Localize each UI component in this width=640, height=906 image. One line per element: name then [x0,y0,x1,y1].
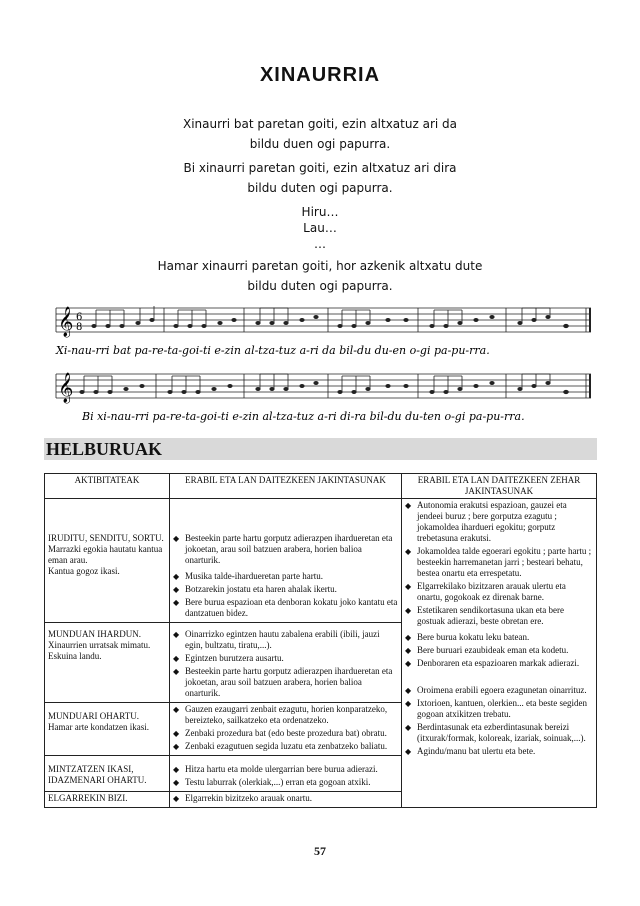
column-header: ERABIL ETA LAN DAITEZKEEN JAKINTASUNAK [170,474,402,499]
poem-verse-4 [0,256,640,296]
list-item: ◆ Autonomia erakutsi espazioan, gauzei eta jendeei buruz ; bere gorputza ezagutu ; jokamoldea ihardueri egokitu; gorputz trebetasuna erakutsi. [405,500,593,544]
poem-verse-3 [0,204,640,252]
list-item: ◆ Besteekin parte hartu gorputz adierazpen ihardueretan eta jokoetan, arau soil batzuen arabera, horien balioa onarturik. [173,533,398,566]
activity-line: Hamar arte kondatzen ikasi. [48,722,149,732]
poem-line: Hiru… [301,205,339,219]
column-header: AKTIBITATEAK [45,474,170,499]
poem-line: bildu duten ogi papurra. [247,181,393,195]
list-item: ◆ Zenbaki ezagutuen segida luzatu eta zenbatzeko baliatu. [173,741,398,752]
list-item: ◆ Oroimena erabili egoera ezagunetan oinarrituz. [405,685,593,696]
page-number: 57 [314,844,326,858]
knowledge-cell [170,703,402,756]
list-item: ◆ Musika talde-ihardueretan parte hartu. [173,571,398,582]
knowledge-cell [170,756,402,792]
music-staff-1 [46,298,596,360]
knowledge-cell [170,499,402,623]
list-item: ◆ Elgarrekilako bizitzaren arauak ulertu eta onartu, gogokoak ez direnak barne. [405,581,593,603]
poem-verse-2 [0,158,640,198]
activity-line: Marrazki egokia hautatu kantua eman arau. [48,544,163,565]
poem-line: Lau… [303,221,337,235]
table-row [45,499,597,623]
activity-cell [45,792,170,808]
activity-line: Eskuina landu. [48,651,102,661]
time-signature: 8 [76,322,83,333]
activity-cell [45,703,170,756]
poem-verse-1 [0,114,640,154]
poem-line: bildu duten ogi papurra. [247,279,393,293]
staff-lines [56,374,591,398]
activity-title: MUNDUARI OHARTU. [48,711,139,721]
time-signature: 6 [76,312,83,323]
list-item: ◆ Bere buruari ezaubideak eman eta kodetu. [405,645,593,656]
treble-clef-icon: 𝄞 [58,373,74,403]
list-item: ◆ Bere burua espazioan eta denboran kokatu joko kantatu eta dantzatuen bidez. [173,597,398,619]
list-item: ◆ Berdintasunak eta ezberdintasunak bereizi (itxurak/formak, koloreak, izariak, soinuak,...). [405,722,593,744]
poem-line: … [314,237,326,251]
section-header: HELBURUAK [44,438,597,460]
list-item: ◆ Oinarrizko egintzen hautu zabalena erabili (ibili, jauzi egin, bultzatu, tiratu,...). [173,629,398,651]
music-staff-2 [46,364,596,426]
page-title: XINAURRIA [259,64,381,86]
list-item: ◆ Estetikaren sendikortasuna ukan eta bere gostuak adierazi, beste obretan ere. [405,605,593,627]
activity-cell [45,499,170,623]
list-item: ◆ Testu laburrak (olerkiak,...) erran eta gogoan atxiki. [173,777,398,788]
poem-line: bildu duen ogi papurra. [249,137,391,151]
activity-title: MUNDUAN IHARDUN. [48,629,141,639]
activity-title: MINTZATZEN IKASI, IDAZMENARI OHARTU. [48,764,147,785]
activity-title: IRUDITU, SENDITU, SORTU. [48,533,164,543]
knowledge-cell [170,792,402,808]
list-item: ◆ Zenbaki prozedura bat (edo beste prozedura bat) obratu. [173,728,398,739]
objectives-table [44,473,597,808]
list-item: ◆ Egintzen burutzera ausartu. [173,653,398,664]
list-item: ◆ Agindu/manu bat ulertu eta bete. [405,746,593,757]
lyrics-line-2: Bi xi-nau-rri pa-re-ta-goi-ti e-zin al-tza-tuz a-ri di-ra bil-du du-ten o-gi pa-pu-rra. [82,410,525,423]
lyrics-line-1: Xi-nau-rri bat pa-re-ta-goi-ti e-zin al-tza-tuz a-ri da bil-du du-en o-gi pa-pu-rra. [56,344,490,357]
column-header: ERABIL ETA LAN DAITEZKEEN ZEHAR JAKINTASUNAK [402,474,597,499]
knowledge-cell [170,623,402,703]
activity-line: Xinaurrien urratsak mimatu. [48,640,151,650]
list-item: ◆ Bere burua kokatu leku batean. [405,632,593,643]
poem-line: Hamar xinaurri paretan goiti, hor azkenik altxatu dute [157,259,483,273]
list-item: ◆ Hitza hartu eta molde ulergarrian bere burua adierazi. [173,764,398,775]
poem-line: Xinaurri bat paretan goiti, ezin altxatuz ari da [183,117,457,131]
treble-clef-icon: 𝄞 [58,307,74,337]
transversal-cell [402,499,597,808]
activity-title: ELGARREKIN BIZI. [48,793,128,803]
list-item: ◆ Botzarekin jostatu eta haren ahalak ikertu. [173,584,398,595]
activity-cell [45,756,170,792]
list-item: ◆ Elgarrekin bizitzeko arauak onartu. [173,793,398,804]
activity-cell [45,623,170,703]
staff-lines [56,308,591,332]
list-item: ◆ Besteekin parte hartu gorputz adierazpen ihardueretan eta jokoetan, arau soil batzuen arabera, horien balioa onarturik. [173,666,398,699]
list-item: ◆ Denboraren eta espazioaren markak adierazi. [405,658,593,669]
list-item: ◆ Jokamoldea talde egoerari egokitu ; parte hartu ; besteekin harremanetan jarri ; besteari behatu, bestea onartu eta errespetatu. [405,546,593,579]
list-item: ◆ Gauzen ezaugarri zenbait ezagutu, horien konparatzeko, bereizteko, sailkatzeko eta ordenatzeko. [173,704,398,726]
poem-line: Bi xinaurri paretan goiti, ezin altxatuz ari dira [183,161,457,175]
activity-line: Kantua gogoz ikasi. [48,566,120,576]
table-header-row [45,474,597,499]
list-item: ◆ Ixtorioen, kantuen, olerkien... eta beste segiden gogoan atxikitzen trebatu. [405,698,593,720]
